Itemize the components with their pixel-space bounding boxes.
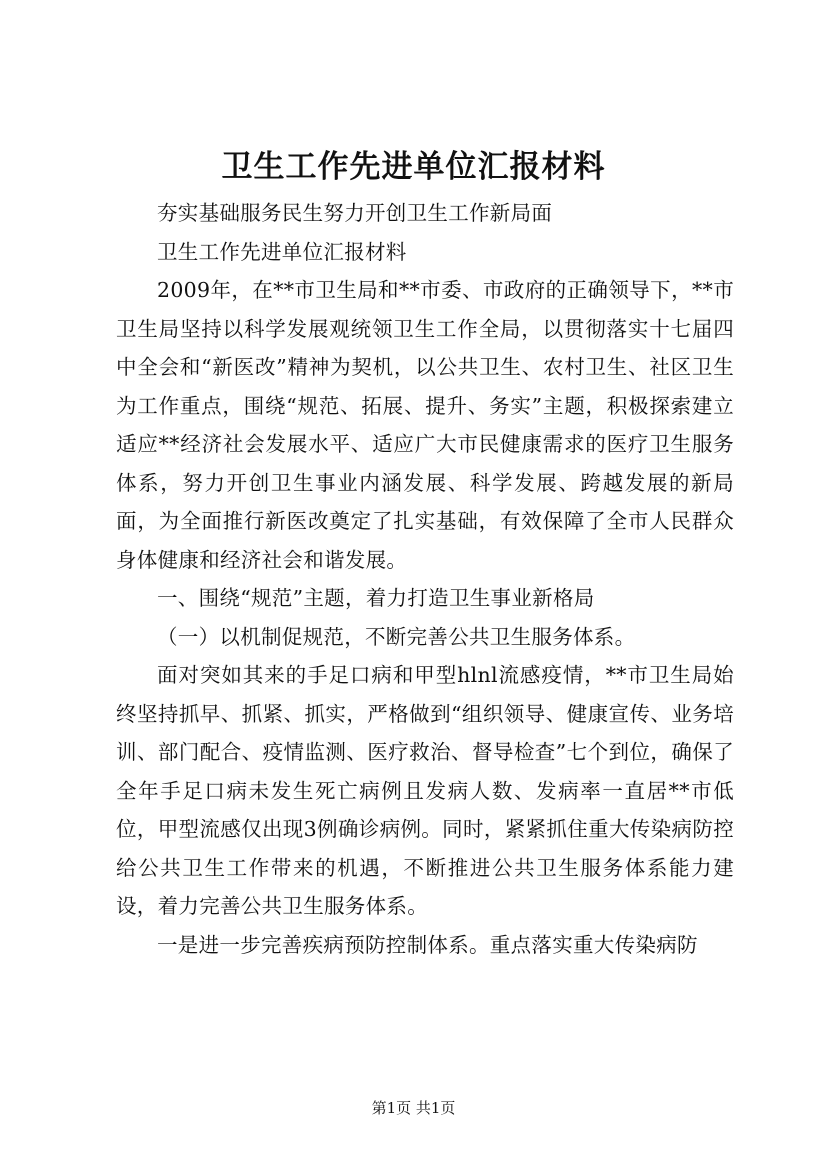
subsection-heading: （一）以机制促规范，不断完善公共卫生服务体系。 <box>157 624 636 649</box>
paragraph-intro: 2009年，在**市卫生局和**市委、市政府的正确领导下，**市卫生局坚持以科学发展观统领卫生工作全局，以贯彻落实十七届四中全会和“新医改”精神为契机，以公共卫生、农村卫生、社区卫生为工作重点，围绕“规范、拓展、提升、务实”主题，积极探索建立适应**经济社会发展水平、适应广大市民健康需求的医疗卫生服务体系，努力开创卫生事业内涵发展、科学发展、跨越发展的新局面，为全面推行新医改奠定了扎实基础，有效保障了全市人民群众身体健康和经济社会和谐发展。 <box>116 278 734 572</box>
paragraph-body-2: 一是进一步完善疾病预防控制体系。重点落实重大传染病防 <box>157 932 698 957</box>
paragraph-body: 面对突如其来的手足口病和甲型hlnl流感疫情，**市卫生局始终坚持抓早、抓紧、抓实，严格做到“组织领导、健康宣传、业务培训、部门配合、疫情监测、医疗救治、督导检查”七个到位，确保了全年手足口病未发生死亡病例且发病人数、发病率一直居**市低位，甲型流感仅出现3例确诊病例。同时，紧紧抓住重大传染病防控给公共卫生工作带来的机遇，不断推进公共卫生服务体系能力建设，着力完善公共卫生服务体系。 <box>116 663 734 918</box>
document-body <box>116 194 734 964</box>
paragraph-subtitle-2: 卫生工作先进单位汇报材料 <box>157 239 407 264</box>
paragraph-subtitle: 夯实基础服务民生努力开创卫生工作新局面 <box>157 201 553 225</box>
document-title: 卫生工作先进单位汇报材料 <box>221 149 606 185</box>
section-heading: 一、围绕“规范”主题，着力打造卫生事业新格局 <box>157 586 595 610</box>
page-number: 第1页 共1页 <box>371 1099 456 1117</box>
